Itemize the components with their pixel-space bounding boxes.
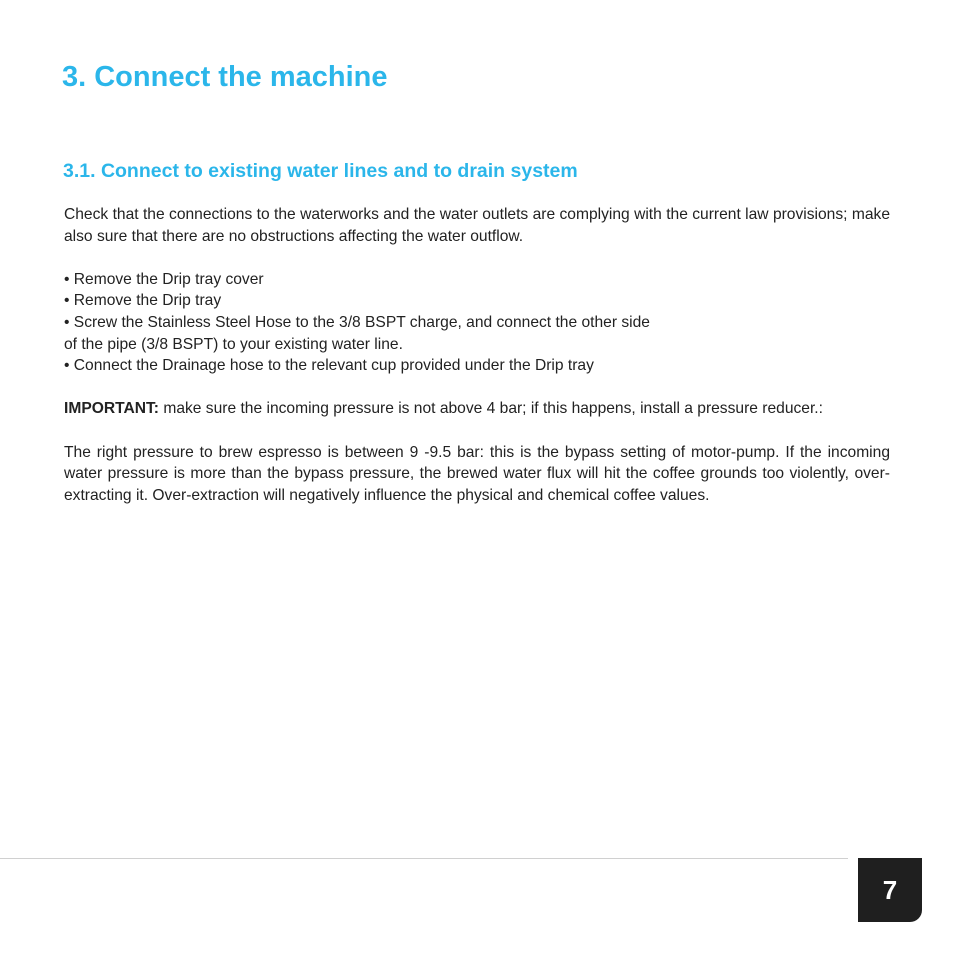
instruction-list xyxy=(64,269,890,377)
intro-paragraph: Check that the connections to the waterworks and the water outlets are complying with the current law provisions; make also sure that there are no obstructions affecting the water outflow. xyxy=(64,206,890,245)
page-number: 7 xyxy=(882,874,898,905)
list-item: • Remove the Drip tray cover xyxy=(64,270,264,288)
list-item: of the pipe (3/8 BSPT) to your existing water line. xyxy=(64,335,403,353)
important-text: make sure the incoming pressure is not above 4 bar; if this happens, install a pressure reducer.: xyxy=(159,400,823,418)
pressure-paragraph: The right pressure to brew espresso is between 9 -9.5 bar: this is the bypass setting of motor-pump. If the incoming water pressure is more than the bypass pressure, the brewed water flux will hit the coffee grounds too violently, over-extracting it. Over-extraction will negatively influence the physical and chemical coffee values. xyxy=(64,443,890,504)
list-item: • Screw the Stainless Steel Hose to the 3/8 BSPT charge, and connect the other side xyxy=(64,313,650,331)
page-title: 3. Connect the machine xyxy=(62,61,388,93)
important-note xyxy=(64,398,890,420)
page-number-tab xyxy=(858,858,922,922)
footer-divider xyxy=(0,858,848,859)
important-label: IMPORTANT: xyxy=(64,400,159,418)
list-item: • Connect the Drainage hose to the relevant cup provided under the Drip tray xyxy=(64,357,594,375)
section-heading: 3.1. Connect to existing water lines and to drain system xyxy=(63,160,578,182)
section-body xyxy=(64,204,890,506)
list-item: • Remove the Drip tray xyxy=(64,292,222,310)
